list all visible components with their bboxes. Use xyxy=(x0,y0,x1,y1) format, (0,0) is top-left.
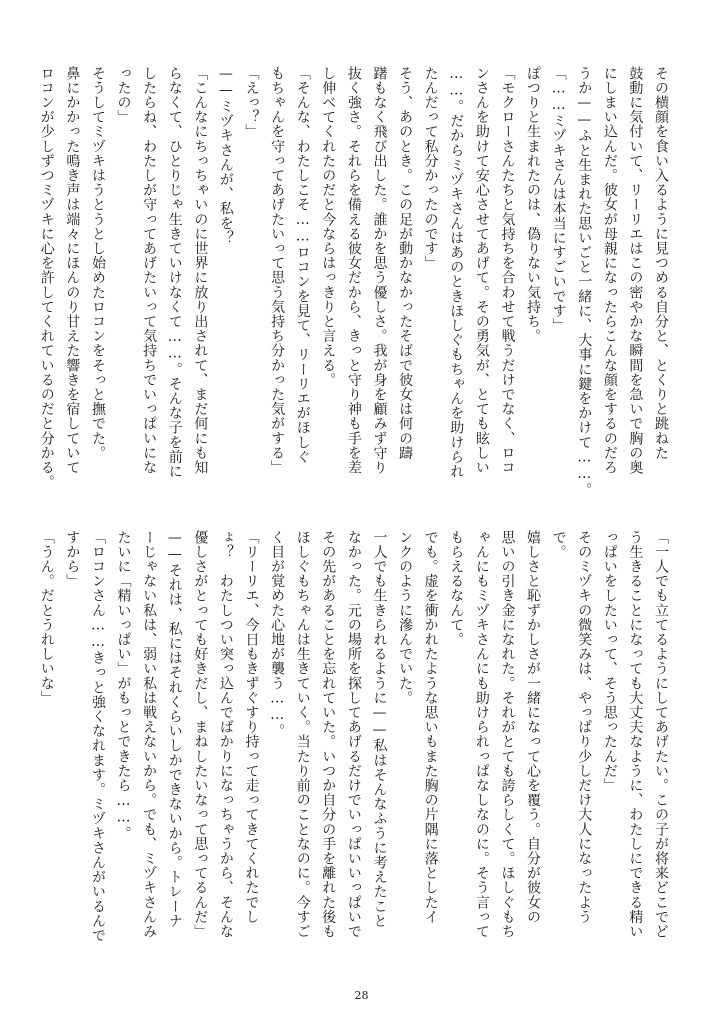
text-line: らなくて、ひとりじゃ生きていけなくて……。そんな子を前に xyxy=(166,66,183,479)
text-line: 「えっ？」 xyxy=(243,66,260,139)
lower-text-block xyxy=(38,530,673,966)
text-line: ンクのように滲んでいた。 xyxy=(397,530,414,706)
text-line: もらえるなんて。 xyxy=(448,530,465,647)
text-line: 「そんな、わたしこそ……ロコンを見て、リーリエがほしぐ xyxy=(294,66,311,465)
text-line: 鼻にかかった鳴き声は端々にほんのり甘えた響きを宿していて xyxy=(64,66,81,475)
text-line: ったの」 xyxy=(115,66,132,125)
text-line: にしまい込んだ。彼女が母親になったらこんな顔をするのだろ xyxy=(601,66,618,475)
text-line: もちゃんを守ってあげたいって思う気持ち分かった気がする」 xyxy=(269,66,286,475)
text-line: ぽつりと生まれたのは、偽りない気持ち。 xyxy=(525,66,542,344)
text-line: ——ミヅキさんが、私を？ xyxy=(217,66,234,246)
text-line: そのミヅキの微笑みは、やっぱり少しだけ大人になったよう xyxy=(576,530,593,925)
text-line: すから」 xyxy=(64,530,81,589)
text-line: ゃんにもミヅキさんにも助けられっぱなしなのに。そう言って xyxy=(473,530,490,939)
text-line: ょ？ わたしつい突っ込んでばかりになっちゃうから、そんな xyxy=(217,530,234,939)
text-line: 思いの引き金になれた。それがとても誇らしくて。ほしぐもち xyxy=(499,530,516,939)
text-line: 躇もなく飛び出した。誰かを思う優しさ。我が身を顧みず守り xyxy=(371,66,388,475)
text-line: たんだって私分かったのです」 xyxy=(422,66,439,271)
text-line: う生きることになっても大丈夫なように、わたしにできる精い xyxy=(627,530,644,939)
text-line: その先があることを忘れていた。いつか自分の手を離れた後も xyxy=(320,530,337,939)
text-line: 優しさがとっても好きだし、まねしたいなって思ってるんだ」 xyxy=(192,530,209,939)
text-line: 嬉しさと恥ずかしさが一緒になって心を覆う。自分が彼女の xyxy=(525,530,542,925)
text-line: でも。虚を衝かれたような思いもまた胸の片隅に落としたイ xyxy=(422,530,439,925)
text-line: ーじゃない私は、弱い私は戦えないから。でも、ミヅキさんみ xyxy=(141,530,158,939)
text-line: 鼓動に気付いて、リーリエはこの密やかな瞬間を急いで胸の奥 xyxy=(627,66,644,475)
page-number: 28 xyxy=(354,989,369,1002)
text-line: ロコンが少しずつミヅキに心を許してくれているのだと分かる。 xyxy=(38,66,55,490)
text-line: 「一人でも立てるようにしてあげたい。この子が将来どこでど xyxy=(653,530,669,939)
text-line: 「モクローさんたちと気持ちを合わせて戦うだけでなく、ロコ xyxy=(499,66,516,475)
text-line: ……。だからミヅキさんはあのときほしぐもちゃんを助けられ xyxy=(448,66,465,479)
text-line: ——それは、私にはそれくらいしかできないから。トレーナ xyxy=(166,530,183,929)
text-line: 抜く強さ。それらを備える彼女だから、きっと守り神も手を差 xyxy=(345,66,362,475)
upper-text-block xyxy=(38,66,673,502)
text-line: く目が覚めた心地が襲う……。 xyxy=(269,530,286,739)
text-line: っぱいをしたいって、そう思ったんだ」 xyxy=(601,530,618,793)
text-line: し伸べてくれたのだと今ならはっきりと言える。 xyxy=(320,66,337,388)
text-line: 「ロコンさん……きっと強くなれます。ミヅキさんがいるんで xyxy=(89,530,106,943)
text-line: そうしてミヅキはうとうとし始めたロコンをそっと撫でた。 xyxy=(89,66,106,461)
text-line: 「うん。だとうれしいな」 xyxy=(38,530,55,706)
text-line: で。 xyxy=(550,530,567,560)
text-line: たいに「精いっぱい」がもっとできたら……。 xyxy=(115,530,132,841)
text-line: ほしぐもちゃんは生きていく。当たり前のことなのに。今すご xyxy=(294,530,311,939)
text-line: なかった。元の場所を探してあげるだけでいっぱいいっぱいで xyxy=(345,530,362,939)
text-line: 「……ミヅキさんは本当にすごいです」 xyxy=(550,66,567,333)
text-line: 一人でも生きられるように——私はそんなふうに考えたこと xyxy=(371,530,388,929)
text-line: そう、あのとき。この足が動かなかったそばで彼女は何の躊 xyxy=(397,66,414,461)
text-line: したらね、わたしが守ってあげたいって気持ちでいっぱいにな xyxy=(141,66,158,475)
text-line: 「リーリエ、今日もきずぐすり持って走ってきてくれたでし xyxy=(243,530,260,925)
text-line: その横顔を食い入るように見つめる自分と、とくりと跳ねた xyxy=(653,66,669,461)
text-line: ンさんを助けて安心させてあげて。その勇気が、とても眩しい xyxy=(473,66,490,475)
text-line: 「こんなにちっちゃいのに世界に放り出されて、まだ何にも知 xyxy=(192,66,209,475)
text-line: うか——ふと生まれた思いごと一緒に、大事に鍵をかけて……。 xyxy=(576,66,593,498)
